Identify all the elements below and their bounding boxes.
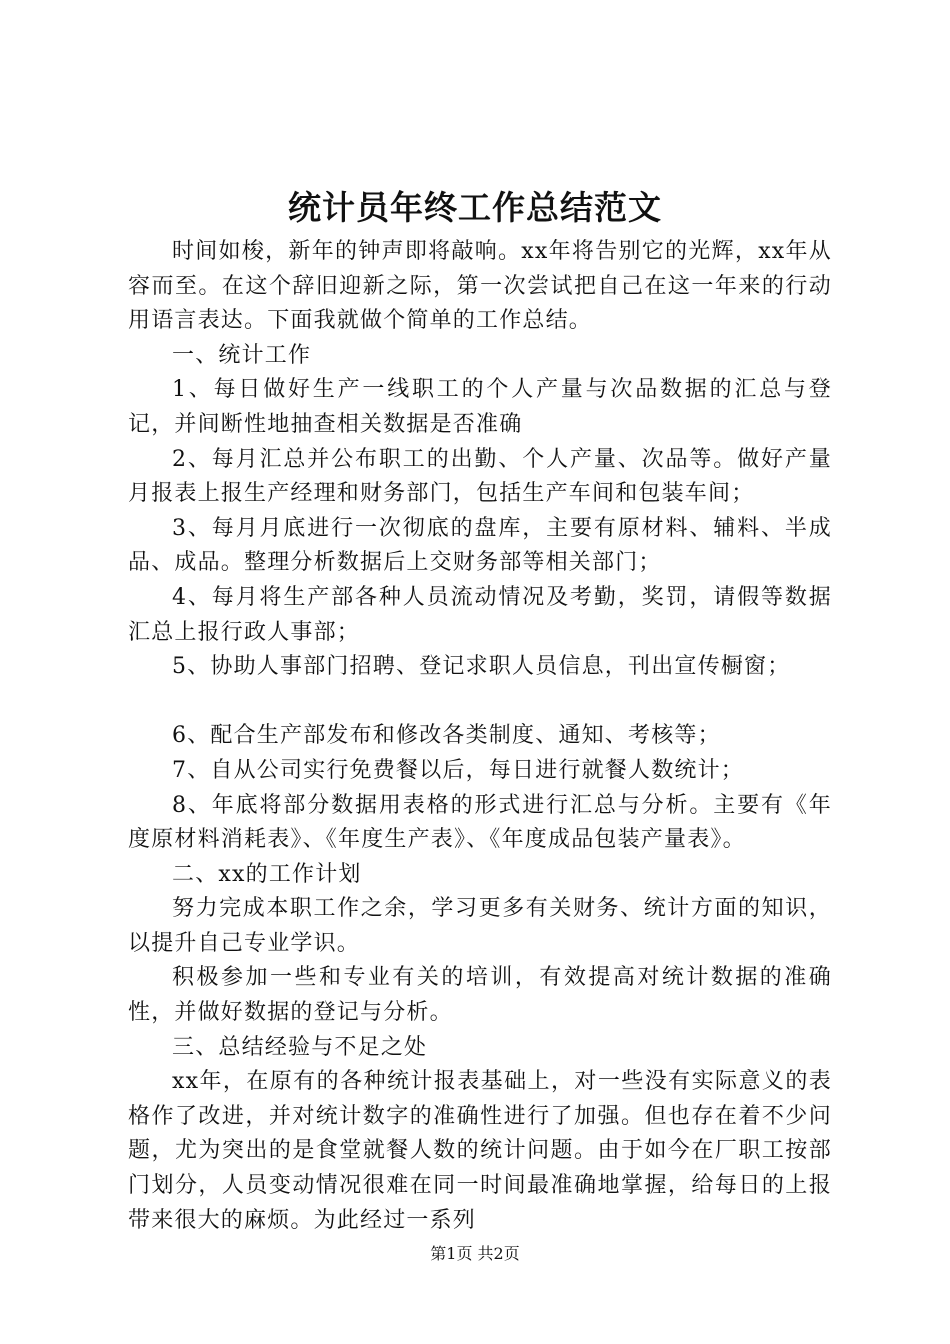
page-footer: 第1页 共2页 — [430, 1244, 520, 1263]
paragraph-plan-1: 努力完成本职工作之余，学习更多有关财务、统计方面的知识，以提升自己专业学识。 — [128, 896, 832, 956]
section-heading-summary: 三、总结经验与不足之处 — [172, 1034, 428, 1060]
document-title: 统计员年终工作总结范文 — [288, 188, 662, 227]
list-item-1: 1、每日做好生产一线职工的个人产量与次品数据的汇总与登记，并间断性地抽查相关数据是否准确 — [128, 377, 832, 437]
paragraph-intro: 时间如梭，新年的钟声即将敲响。xx年将告别它的光辉，xx年从容而至。在这个辞旧迎新之际，第一次尝试把自己在这一年来的行动用语言表达。下面我就做个简单的工作总结。 — [128, 239, 832, 334]
paragraph-summary: xx年，在原有的各种统计报表基础上，对一些没有实际意义的表格作了改进，并对统计数字的准确性进行了加强。但也存在着不少问题，尤为突出的是食堂就餐人数的统计问题。由于如今在厂职工按部门划分，人员变动情况很难在同一时间最准确地掌握，给每日的上报带来很大的麻烦。为此经过一系列 — [128, 1069, 832, 1233]
list-item-4: 4、每月将生产部各种人员流动情况及考勤，奖罚，请假等数据汇总上报行政人事部； — [128, 584, 832, 645]
section-heading-statistics: 一、统计工作 — [172, 342, 312, 368]
document-body — [128, 235, 832, 1238]
section-heading-plan: 二、xx的工作计划 — [172, 861, 362, 887]
list-item-2: 2、每月汇总并公布职工的出勤、个人产量、次品等。做好产量月报表上报生产经理和财务部门，包括生产车间和包装车间； — [128, 446, 832, 507]
list-item-3: 3、每月月底进行一次彻底的盘库，主要有原材料、辅料、半成品、成品。整理分析数据后上交财务部等相关部门； — [128, 515, 832, 576]
list-item-6: 6、配合生产部发布和修改各类制度、通知、考核等； — [172, 723, 721, 749]
paragraph-plan-2: 积极参加一些和专业有关的培训，有效提高对统计数据的准确性，并做好数据的登记与分析。 — [128, 965, 832, 1026]
list-item-5: 5、协助人事部门招聘、登记求职人员信息，刊出宣传橱窗； — [172, 654, 791, 680]
list-item-7: 7、自从公司实行免费餐以后，每日进行就餐人数统计； — [172, 757, 744, 783]
list-item-8: 8、年底将部分数据用表格的形式进行汇总与分析。主要有《年度原材料消耗表》、《年度生产表》、《年度成品包装产量表》。 — [128, 792, 832, 853]
